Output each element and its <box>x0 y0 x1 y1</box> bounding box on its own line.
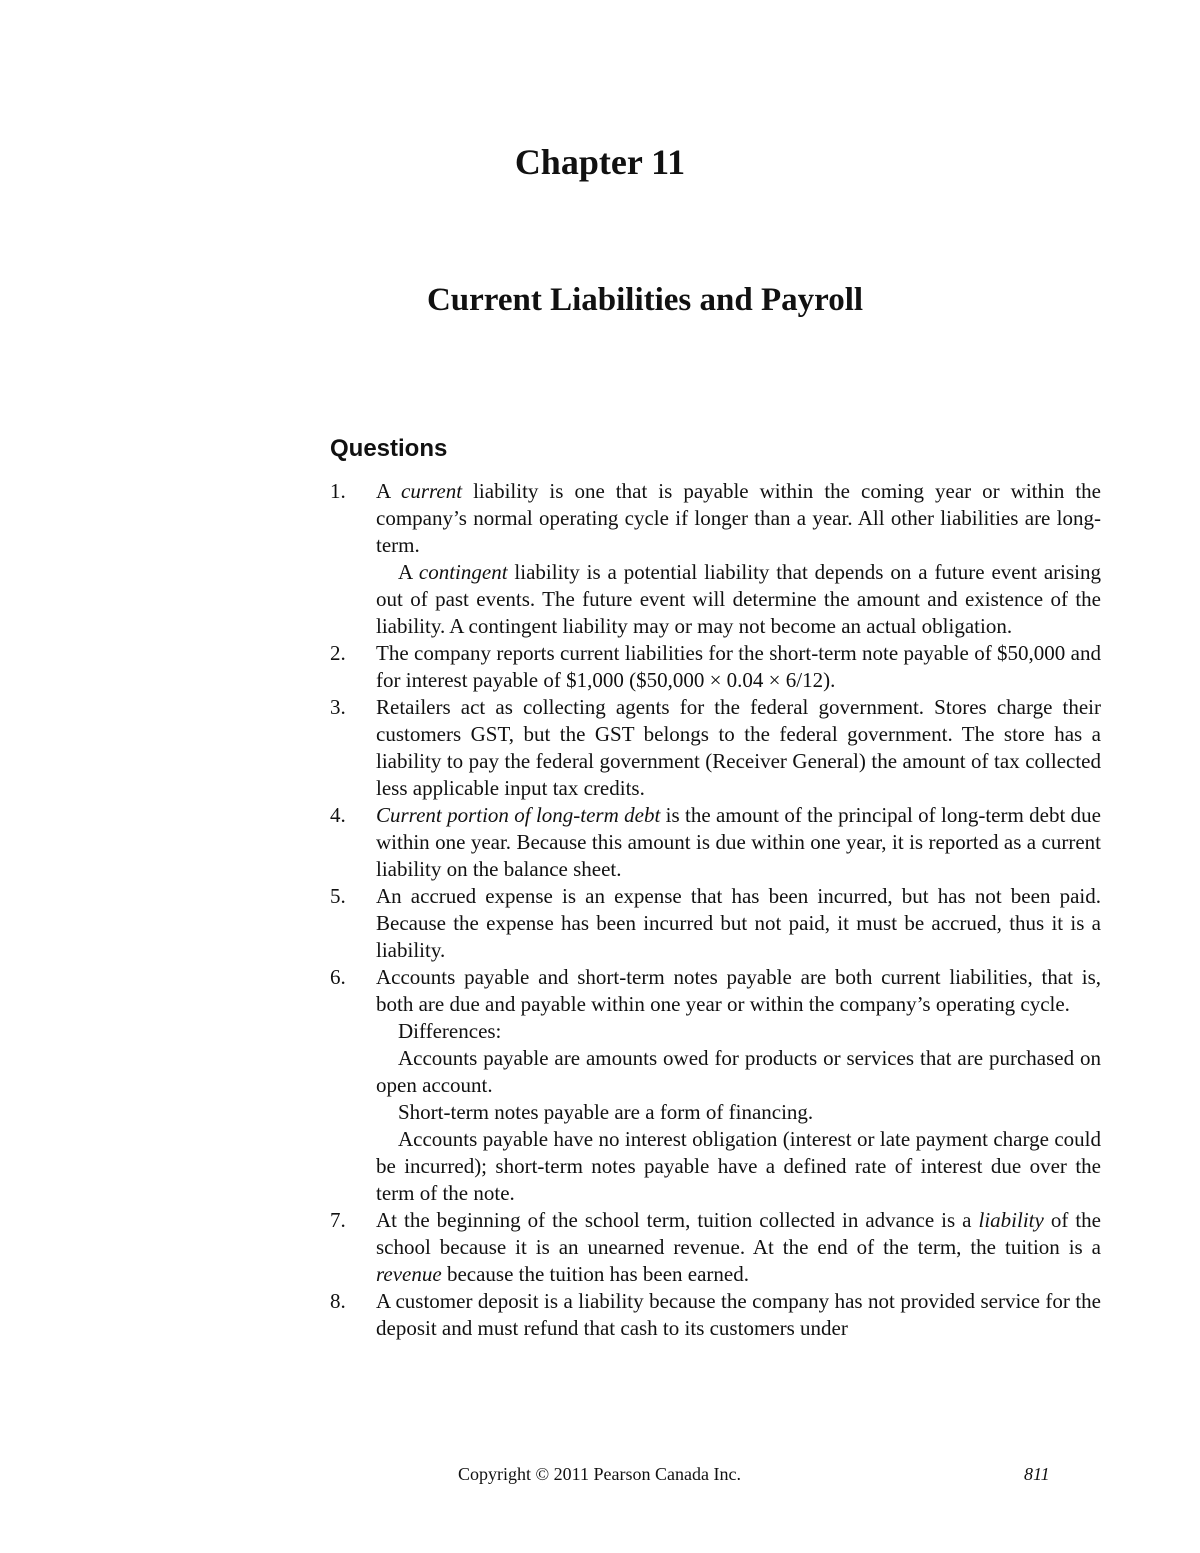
answer-paragraph <box>376 1288 1101 1342</box>
question-item <box>330 964 1101 1207</box>
emphasized-term: liability <box>978 1208 1044 1232</box>
text-run: A <box>398 560 419 584</box>
text-run: Accounts payable are amounts owed for products or services that are purchased on open account. <box>376 1046 1101 1097</box>
answer-paragraph <box>376 478 1101 559</box>
question-answer <box>376 640 1101 694</box>
text-run: Accounts payable have no interest obligation (interest or late payment charge could be incurred); short-term notes payable have a defined rate of interest due over the term of the note. <box>376 1127 1101 1205</box>
answer-paragraph <box>376 640 1101 694</box>
emphasized-term: revenue <box>376 1262 442 1286</box>
emphasized-term: Current portion of long-term debt <box>376 803 661 827</box>
section-heading: Questions <box>330 435 448 462</box>
chapter-subtitle: Current Liabilities and Payroll <box>426 282 864 318</box>
text-run: Short-term notes payable are a form of financing. <box>398 1100 814 1124</box>
text-run: is the amount of the principal of long-term debt due within one year. Because this amount is due within one year, it is reported as a current liability on the balance sheet. <box>376 803 1101 881</box>
questions-list <box>330 478 1101 1342</box>
answer-paragraph <box>376 883 1101 964</box>
text-run: Accounts payable and short-term notes payable are both current liabilities, that is, both are due and payable within one year or within the company’s operating cycle. <box>376 965 1101 1016</box>
question-number: 3. <box>330 695 346 719</box>
question-number: 6. <box>330 965 346 989</box>
question-answer <box>376 802 1101 883</box>
text-run: A customer deposit is a liability because the company has not provided service for the deposit and must refund that cash to its customers under <box>376 1289 1101 1340</box>
text-run: because the tuition has been earned. <box>441 1262 749 1286</box>
question-number: 2. <box>330 641 346 665</box>
question-item <box>330 802 1101 883</box>
page-footer <box>0 1461 1200 1491</box>
answer-paragraph <box>376 694 1101 802</box>
question-item <box>330 883 1101 964</box>
question-number: 4. <box>330 803 346 827</box>
text-run: Differences: <box>398 1019 502 1043</box>
question-answer <box>376 1207 1101 1288</box>
question-number: 7. <box>330 1208 346 1232</box>
answer-paragraph <box>376 802 1101 883</box>
answer-paragraph <box>376 559 1101 640</box>
question-answer <box>376 478 1101 640</box>
text-run: of the school because it is an unearned revenue. At the end of the term, the tuition is a <box>376 1208 1101 1259</box>
question-item <box>330 1288 1101 1342</box>
question-answer <box>376 964 1101 1207</box>
question-number: 8. <box>330 1289 346 1313</box>
text-run: The company reports current liabilities for the short-term note payable of $50,000 and for interest payable of $1,000 ($50,000 × 0.04 × 6/12). <box>376 641 1101 692</box>
answer-paragraph <box>376 964 1101 1018</box>
answer-paragraph <box>376 1045 1101 1099</box>
text-run: liability is a potential liability that depends on a future event arising out of past events. The future event will determine the amount and existence of the liability. A contingent liability may or may not become an actual obligation. <box>376 560 1101 638</box>
text-run: An accrued expense is an expense that has been incurred, but has not been paid. Because the expense has been incurred but not paid, it must be accrued, thus it is a liability. <box>376 884 1101 962</box>
answer-paragraph <box>376 1018 1101 1045</box>
chapter-title: Chapter 11 <box>514 142 686 182</box>
answer-paragraph <box>376 1207 1101 1288</box>
page-number: 811 <box>1024 1464 1050 1484</box>
question-answer <box>376 694 1101 802</box>
question-number: 1. <box>330 479 346 503</box>
answer-paragraph <box>376 1126 1101 1207</box>
text-run: A <box>376 479 402 503</box>
answer-paragraph <box>376 1099 1101 1126</box>
question-item <box>330 640 1101 694</box>
question-number: 5. <box>330 884 346 908</box>
text-run: Retailers act as collecting agents for the federal government. Stores charge their customers GST, but the GST belongs to the federal government. The store has a liability to pay the federal government (Receiver General) the amount of tax collected less applicable input tax credits. <box>376 695 1101 800</box>
question-answer <box>376 883 1101 964</box>
emphasized-term: contingent <box>418 560 508 584</box>
copyright-notice: Copyright © 2011 Pearson Canada Inc. <box>458 1464 741 1484</box>
text-run: At the beginning of the school term, tuition collected in advance is a <box>376 1208 979 1232</box>
emphasized-term: current <box>401 479 463 503</box>
question-item <box>330 1207 1101 1288</box>
question-item <box>330 478 1101 640</box>
text-run: liability is one that is payable within the coming year or within the company’s normal operating cycle if longer than a year. All other liabilities are long-term. <box>376 479 1101 557</box>
question-item <box>330 694 1101 802</box>
question-answer <box>376 1288 1101 1342</box>
